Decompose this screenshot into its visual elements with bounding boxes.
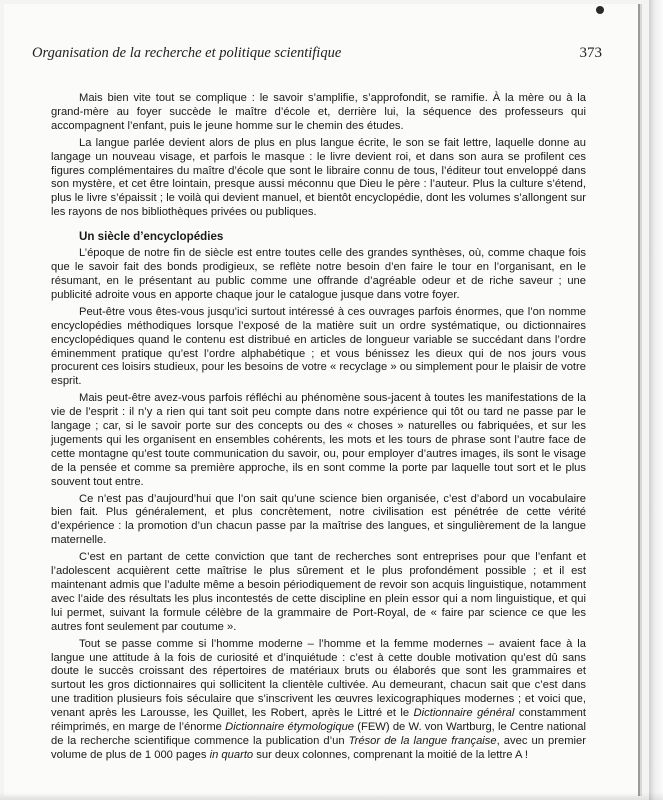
binder-hole-mark [596,6,604,14]
page-number: 373 [579,45,602,61]
paragraph-8 [51,638,586,763]
title-dictionnaire-general: Dictionnaire général [413,707,515,720]
paragraph-8-part-b: constamment réimprimés, en marge de l’énorme [51,707,586,734]
paragraph-8-part-a: Tout se passe comme si l’homme moderne – l’homme et la femme modernes – avaient face à la langue une attitude à la fois de curiosité et d’inquiétude : c’est à cette double motivation qu’est dû sans doute le succès croissant des répertoires de matériaux bruts ou élaborés que sont les grammaires et surtout les gros dictionnaires qui sollicitent la clientèle cultivée. Au demeurant, chacun sait que c’est dans une tradition plusieurs fois séculaire que s’inscrivent les œuvres lexicographiques modernes ; et voici que, venant après les Larousse, les Quillet, les Robert, après le Littré et le [51,637,586,720]
title-tresor-langue-francaise: Trésor de la langue française [348,734,497,747]
page-edge-shadow [649,0,663,800]
paragraph-2: La langue parlée devient alors de plus en plus langue écrite, le son se fait lettre, laquelle donne au langage un nouveau visage, et parfois le masque : le livre devient roi, et dans son aura se profilent ces figures complémentaires du maître d’école que sont le libraire connu de tous, l’éditeur tout enveloppé dans son mystère, et cet être lointain, presque aussi méconnu que Dieu le père : l’auteur. Plus la culture s’étend, plus le livre s’épaissit ; le voilà qui devient manuel, et bientôt encyclopédie, dont les volumes s’allongent sur les rayons de nos bibliothèques privées ou publiques. [51,136,586,219]
paragraph-5: Mais peut-être avez-vous parfois réfléchi au phénomène sous-jacent à toutes les manifestations de la vie de l’esprit : il n’y a rien qui tant soit peu compte dans notre expérience qui tôt ou tard ne passe par le langage ; car, si le savoir porte sur des concepts ou des « choses » naturelles ou fabriquées, et sur les jugements qui les organisent en ensembles cohérents, les mots et les tours de phrase sont l’autre face de cette montagne qu’est toute communication du savoir, ou, pour employer d’autres images, ils sont le visage de la pensée et comme sa première approche, ils en sont comme la porte par laquelle tout sort et le plus souvent tout entre. [51,392,586,488]
running-head: Organisation de la recherche et politique scientifique [32,45,342,61]
paragraph-1: Mais bien vite tout se complique : le savoir s’amplifie, s’approfondit, se ramifie. À la mère ou à la grand-mère au foyer succède le maître d’école et, derrière lui, la séquence des professeurs qui accompagnent l’enfant, puis le jeune homme sur le chemin des études. [51,92,586,132]
bottom-shadow [0,792,663,800]
paragraph-8-part-d: , avec un premier volume de plus de 1 000 pages [51,734,586,761]
section-heading: Un siècle d’encyclopédies [79,230,224,244]
page-header [32,45,602,67]
title-dictionnaire-etymologique: Dictionnaire étymologique [225,721,355,734]
paragraph-7: C’est en partant de cette conviction que tant de recherches sont entreprises pour que l’enfant et l’adolescent acquièrent cette maîtrise le plus sûrement et le plus profondément possible ; et il est maintenant admis que l’adulte même a besoin périodiquement de revoir son acquis linguistique, notamment avec l’aide des résultats les plus incontestés de cette discipline en plein essor qui a nom linguistique, et qui lui permet, suivant la formule célèbre de la grammaire de Port-Royal, de « faire par science ce que les autres font seulement par coutume ». [51,551,586,633]
paragraph-8-part-e: sur deux colonnes, comprenant la moitié de la lettre A ! [253,748,529,761]
paragraph-8-part-c: (FEW) de W. von Wartburg, le Centre national de la recherche scientifique commence la publication d’un [51,721,586,747]
paragraph-4: Peut-être vous êtes-vous jusqu’ici surtout intéressé à ces ouvrages parfois énormes, que l’on nomme encyclopédies méthodiques lorsque l’exposé de la matière suit un ordre systématique, ou dictionnaires encyclopédiques quand le contenu est distribué en articles de longueur variable se succédant dans l’ordre éminemment pratique qu’est l’ordre alphabétique ; et vous bénissez les dieux qui de nos jours vous procurent ces loisirs studieux, pour les besoins de votre « recyclage » ou simplement pour le plaisir de votre esprit. [51,305,586,388]
term-in-quarto: in quarto [209,748,254,761]
page-body [51,92,586,766]
paragraph-3: L’époque de notre fin de siècle est entre toutes celle des grandes synthèses, où, comme chaque fois que le savoir fait des bonds prodigieux, se reflète notre besoin d’en faire le tour en l’organisant, en le résumant, en le présentant au public comme une offrande d’agréable odeur et de riche saveur ; une publicité adroite vous en apporte chaque jour le catalogue jusque dans votre foyer. [51,247,586,301]
book-page [4,4,638,796]
paragraph-6: Ce n’est pas d’aujourd’hui que l’on sait qu’une science bien organisée, c’est d’abord un vocabulaire bien fait. Plus généralement, et plus concrètement, notre civilisation est pénétrée de cette vérité d’expérience : la promotion d’un chacun passe par la maîtrise des langues, et singulièrement de la langue maternelle. [51,492,586,547]
